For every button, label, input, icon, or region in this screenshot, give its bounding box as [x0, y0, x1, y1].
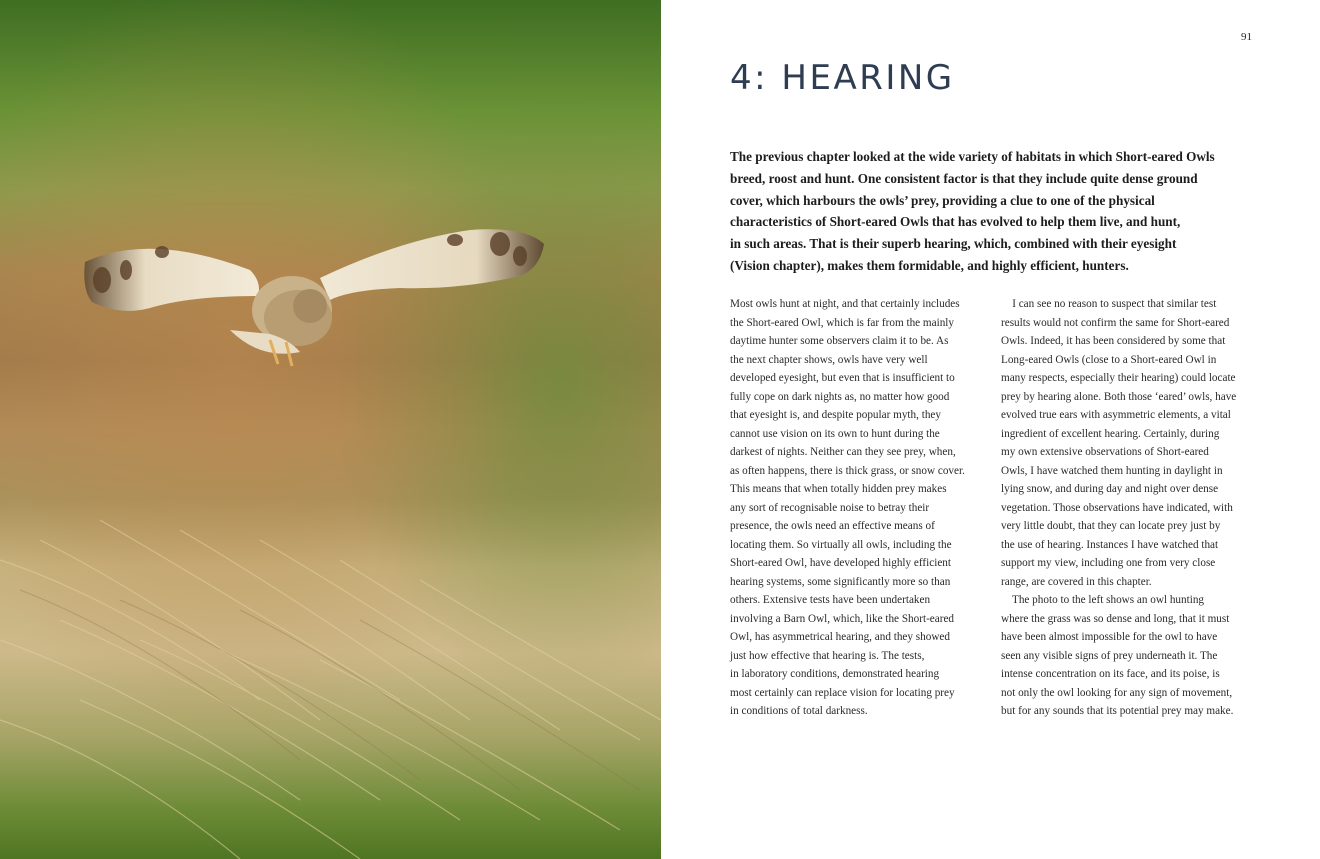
body-line: Owl, has asymmetrical hearing, and they showed	[730, 631, 950, 643]
body-line: support my view, including one from very close	[1001, 557, 1216, 569]
body-line: in conditions of total darkness.	[730, 705, 868, 717]
body-line: presence, the owls need an effective means of	[730, 520, 935, 532]
body-line: many respects, especially their hearing) could locate	[1001, 372, 1236, 384]
body-line: where the grass was so dense and long, that it must	[1001, 612, 1230, 625]
intro-line: in such areas. That is their superb hearing, which, combined with their eyesight	[730, 236, 1177, 252]
body-line: intense concentration on its face, and its poise, is	[1001, 668, 1220, 680]
body-line: prey by hearing alone. Both those ‘eared’ owls, have	[1001, 390, 1237, 403]
body-line: involving a Barn Owl, which, like the Short-eared	[730, 612, 955, 625]
body-line: developed eyesight, but even that is insufficient to	[730, 372, 955, 384]
body-line: my own extensive observations of Short-eared	[1001, 446, 1209, 458]
body-line: not only the owl looking for any sign of movement,	[1001, 686, 1233, 699]
text-page	[661, 0, 1320, 859]
intro-line: characteristics of Short-eared Owls that has evolved to help them live, and hunt,	[730, 214, 1181, 230]
body-line: the use of hearing. Instances I have watched that	[1001, 538, 1219, 551]
body-line: Most owls hunt at night, and that certainly includes	[730, 298, 960, 310]
body-line: range, are covered in this chapter.	[1001, 575, 1152, 588]
intro-line: (Vision chapter), makes them formidable, and highly efficient, hunters.	[730, 257, 1129, 273]
intro-line: cover, which harbours the owls’ prey, providing a clue to one of the physical	[730, 192, 1155, 208]
body-line: ingredient of excellent hearing. Certainly, during	[1001, 427, 1220, 440]
body-line: have been almost impossible for the owl to have	[1001, 631, 1218, 643]
body-line: I can see no reason to suspect that similar test	[1001, 298, 1217, 310]
body-line: just how effective that hearing is. The tests,	[730, 649, 925, 662]
page-number: 91	[1241, 31, 1252, 43]
body-column-right	[1001, 295, 1256, 721]
body-line: the Short-eared Owl, which is far from the mainly	[730, 316, 954, 329]
intro-line: The previous chapter looked at the wide variety of habitats in which Short-eared Owls	[730, 149, 1215, 164]
body-line: cannot use vision on its own to hunt during the	[730, 427, 940, 440]
body-line: darkest of nights. Neither can they see prey, when,	[730, 446, 956, 458]
body-line: results would not confirm the same for Short-eared	[1001, 316, 1230, 329]
body-line: Owls. Indeed, it has been considered by some that	[1001, 335, 1226, 347]
body-line: very little doubt, that they can locate prey just by	[1001, 520, 1221, 532]
chapter-title: 4: HEARING	[730, 58, 955, 98]
body-line: seen any visible signs of prey underneath it. The	[1001, 649, 1218, 662]
body-line: any sort of recognisable noise to betray their	[730, 501, 930, 514]
body-line: vegetation. Those observations have indicated, with	[1001, 501, 1233, 514]
body-line: daytime hunter some observers claim it to be. As	[730, 335, 949, 347]
body-line: as often happens, there is thick grass, or snow cover.	[730, 464, 965, 477]
intro-line: breed, roost and hunt. One consistent factor is that they include quite dense ground	[730, 170, 1198, 186]
body-line: most certainly can replace vision for locating prey	[730, 686, 955, 699]
body-line: lying snow, and during day and night over dense	[1001, 483, 1219, 495]
body-line: Short-eared Owl, have developed highly efficient	[730, 557, 951, 569]
body-line: that eyesight is, and despite popular myth, they	[730, 409, 941, 421]
body-line: hearing systems, some significantly more so than	[730, 575, 951, 588]
body-line: Long-eared Owls (close to a Short-eared Owl in	[1001, 353, 1217, 366]
body-column-left	[730, 295, 985, 721]
body-line: the next chapter shows, owls have very well	[730, 353, 928, 366]
intro-paragraph	[730, 146, 1260, 277]
body-line: The photo to the left shows an owl hunting	[1001, 594, 1205, 606]
body-line: locating them. So virtually all owls, including the	[730, 538, 952, 551]
body-line: but for any sounds that its potential prey may make.	[1001, 705, 1234, 717]
body-line: in laboratory conditions, demonstrated hearing	[730, 668, 940, 680]
body-line: others. Extensive tests have been undertaken	[730, 594, 931, 606]
body-line: evolved true ears with asymmetric elements, a vital	[1001, 409, 1231, 421]
body-line: fully cope on dark nights as, no matter how good	[730, 390, 950, 403]
body-line: This means that when totally hidden prey makes	[730, 483, 947, 495]
body-line: Owls, I have watched them hunting in daylight in	[1001, 464, 1223, 477]
